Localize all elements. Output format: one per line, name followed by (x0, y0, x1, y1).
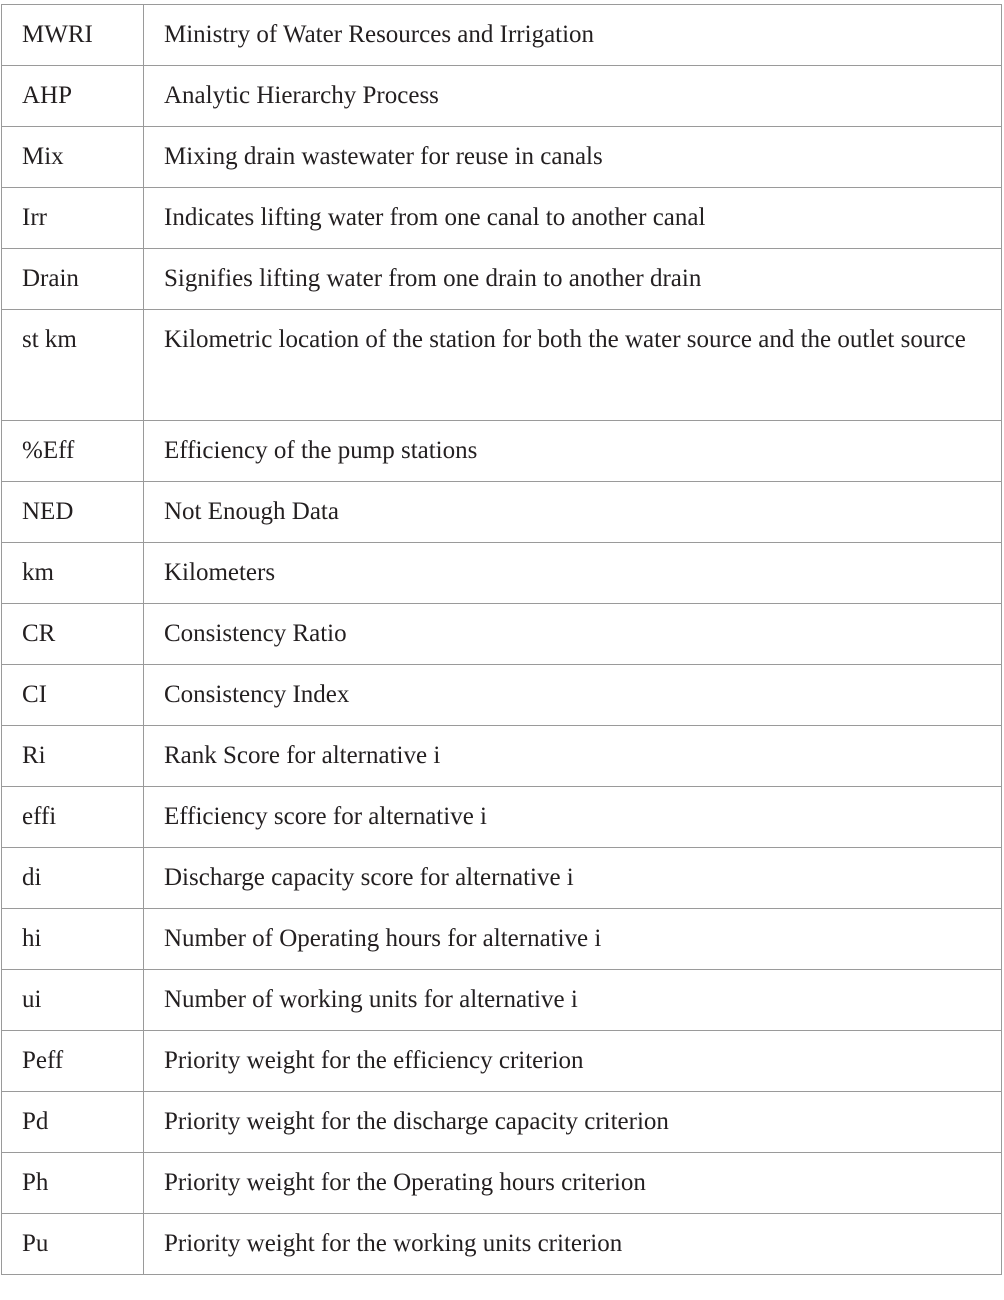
definition-text: Efficiency score for alternative i (164, 803, 487, 830)
definition-text: Discharge capacity score for alternative i (164, 864, 574, 891)
definition-text: Indicates lifting water from one canal to another canal (164, 204, 706, 231)
abbreviation-text: Peff (22, 1047, 64, 1074)
definition-text: Priority weight for the working units criterion (164, 1230, 623, 1257)
definition-text: Efficiency of the pump stations (164, 437, 478, 464)
definition-cell (144, 1092, 1002, 1153)
table-row (2, 66, 1002, 127)
definition-cell (144, 909, 1002, 970)
definition-text: Consistency Index (164, 681, 350, 708)
abbreviation-text: Pd (22, 1108, 49, 1135)
definition-cell (144, 1031, 1002, 1092)
definition-text: Not Enough Data (164, 498, 339, 525)
definition-text: Rank Score for alternative i (164, 742, 441, 769)
definition-text: Consistency Ratio (164, 620, 347, 647)
abbreviation-cell (2, 310, 144, 421)
abbreviation-text: Irr (22, 204, 47, 231)
abbreviation-cell (2, 1031, 144, 1092)
abbreviation-cell (2, 848, 144, 909)
table-row (2, 1092, 1002, 1153)
abbreviation-cell (2, 1092, 144, 1153)
definition-text: Priority weight for the discharge capacity criterion (164, 1108, 669, 1135)
definition-cell (144, 848, 1002, 909)
table-row (2, 1031, 1002, 1092)
definition-cell (144, 310, 1002, 421)
table-row (2, 421, 1002, 482)
table-row (2, 970, 1002, 1031)
abbreviation-text: di (22, 864, 42, 891)
table-row (2, 726, 1002, 787)
table-row (2, 482, 1002, 543)
abbreviation-text: effi (22, 803, 57, 830)
abbreviations-table (1, 4, 1002, 1275)
abbreviation-text: CR (22, 620, 56, 647)
abbreviation-cell (2, 249, 144, 310)
definition-cell (144, 1214, 1002, 1275)
definition-text: Kilometric location of the station for both the water source and the outlet source (164, 326, 966, 353)
definition-cell (144, 543, 1002, 604)
definition-text: Number of working units for alternative i (164, 986, 578, 1013)
abbreviation-text: NED (22, 498, 74, 525)
abbreviation-cell (2, 665, 144, 726)
definition-cell (144, 970, 1002, 1031)
abbreviation-text: st km (22, 326, 77, 353)
table-row (2, 848, 1002, 909)
definition-cell (144, 665, 1002, 726)
abbreviation-text: Ph (22, 1169, 49, 1196)
abbreviation-text: km (22, 559, 54, 586)
table-row (2, 310, 1002, 421)
table-row (2, 249, 1002, 310)
definition-text: Number of Operating hours for alternative i (164, 925, 602, 952)
definition-text: Ministry of Water Resources and Irrigation (164, 21, 595, 48)
table-row (2, 909, 1002, 970)
definition-cell (144, 1153, 1002, 1214)
abbreviation-text: Drain (22, 265, 79, 292)
table-row (2, 665, 1002, 726)
abbreviation-cell (2, 421, 144, 482)
abbreviation-cell (2, 970, 144, 1031)
abbreviation-cell (2, 909, 144, 970)
abbreviation-cell (2, 787, 144, 848)
table-row (2, 604, 1002, 665)
abbreviation-cell (2, 1214, 144, 1275)
definition-text: Kilometers (164, 559, 276, 586)
definition-cell (144, 421, 1002, 482)
definition-cell (144, 5, 1002, 66)
definition-cell (144, 188, 1002, 249)
definition-cell (144, 127, 1002, 188)
abbreviation-text: MWRI (22, 21, 93, 48)
definition-text: Analytic Hierarchy Process (164, 82, 439, 109)
abbreviation-text: Mix (22, 143, 64, 170)
abbreviation-text: %Eff (22, 437, 75, 464)
definition-cell (144, 66, 1002, 127)
abbreviations-table-body (2, 5, 1002, 1275)
table-row (2, 5, 1002, 66)
definition-text: Priority weight for the Operating hours criterion (164, 1169, 646, 1196)
table-row (2, 787, 1002, 848)
definition-cell (144, 787, 1002, 848)
abbreviation-cell (2, 1153, 144, 1214)
abbreviation-text: Ri (22, 742, 46, 769)
table-row (2, 1214, 1002, 1275)
definition-cell (144, 482, 1002, 543)
table-row (2, 1153, 1002, 1214)
definition-cell (144, 604, 1002, 665)
definition-cell (144, 726, 1002, 787)
table-row (2, 543, 1002, 604)
abbreviation-text: AHP (22, 82, 73, 109)
abbreviation-text: hi (22, 925, 42, 952)
abbreviation-cell (2, 188, 144, 249)
abbreviation-cell (2, 5, 144, 66)
abbreviation-text: CI (22, 681, 47, 708)
definition-text: Mixing drain wastewater for reuse in canals (164, 143, 603, 170)
abbreviation-text: Pu (22, 1230, 49, 1257)
definition-cell (144, 249, 1002, 310)
abbreviation-cell (2, 604, 144, 665)
abbreviation-cell (2, 726, 144, 787)
definition-text: Priority weight for the efficiency criterion (164, 1047, 584, 1074)
abbreviation-cell (2, 482, 144, 543)
abbreviation-cell (2, 127, 144, 188)
abbreviation-cell (2, 66, 144, 127)
abbreviation-cell (2, 543, 144, 604)
table-row (2, 188, 1002, 249)
definition-text: Signifies lifting water from one drain to another drain (164, 265, 702, 292)
abbreviation-text: ui (22, 986, 42, 1013)
table-row (2, 127, 1002, 188)
